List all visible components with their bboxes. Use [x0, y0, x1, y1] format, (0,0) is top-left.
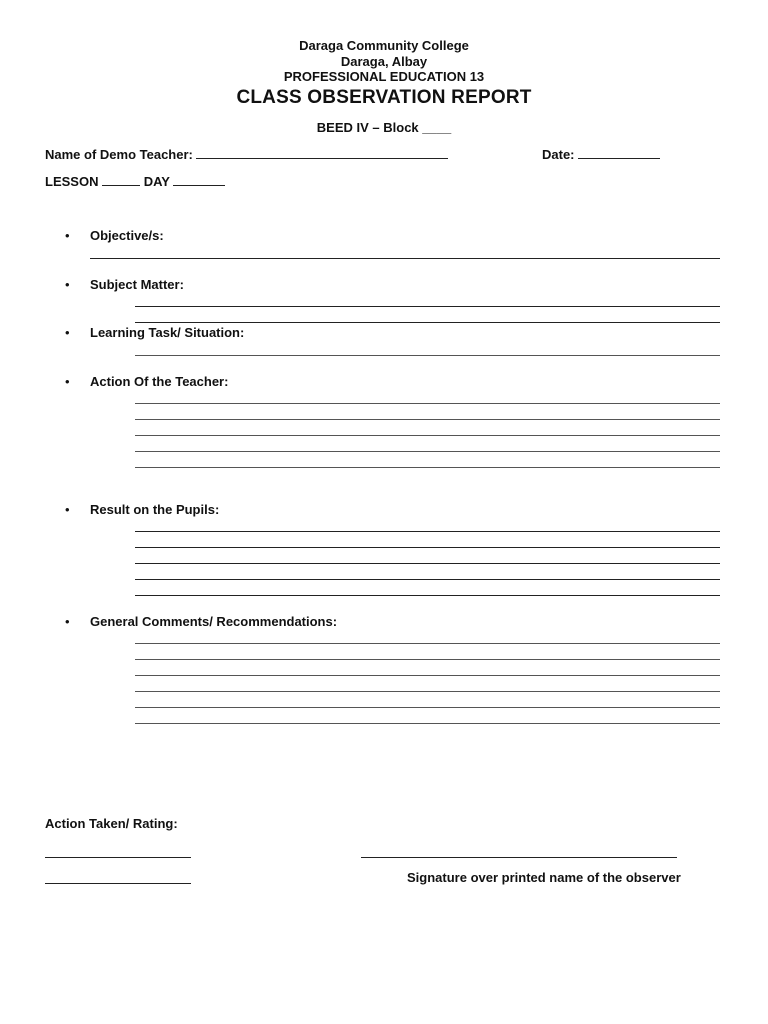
general-comments-line[interactable]	[135, 723, 720, 724]
result-pupils-label: Result on the Pupils:	[90, 502, 220, 517]
lesson-day-row	[45, 174, 225, 189]
date-label: Date:	[542, 147, 575, 162]
bullet-icon: •	[65, 614, 70, 629]
learning-task-label: Learning Task/ Situation:	[90, 325, 245, 340]
teacher-name-field[interactable]	[196, 147, 448, 159]
bullet-icon: •	[65, 374, 70, 389]
institution-location: Daraga, Albay	[340, 54, 428, 69]
signature-line[interactable]	[361, 857, 677, 858]
result-pupils-line[interactable]	[135, 563, 720, 564]
result-pupils-line[interactable]	[135, 579, 720, 580]
action-taken-label: Action Taken/ Rating:	[45, 816, 178, 831]
general-comments-line[interactable]	[135, 707, 720, 708]
result-pupils-line[interactable]	[135, 595, 720, 596]
bullet-icon: •	[65, 325, 70, 340]
report-title: CLASS OBSERVATION REPORT	[236, 87, 532, 108]
day-field[interactable]	[173, 174, 225, 186]
general-comments-line[interactable]	[135, 643, 720, 644]
signature-caption: Signature over printed name of the observer	[407, 870, 681, 885]
rating-line[interactable]	[45, 883, 191, 884]
action-teacher-line[interactable]	[135, 419, 720, 420]
general-comments-line[interactable]	[135, 659, 720, 660]
action-teacher-line[interactable]	[135, 451, 720, 452]
block-label: BEED IV – Block ____	[316, 120, 452, 135]
objectives-label: Objective/s:	[90, 228, 164, 243]
action-teacher-label: Action Of the Teacher:	[90, 374, 229, 389]
bullet-icon: •	[65, 228, 70, 243]
bullet-icon: •	[65, 502, 70, 517]
subject-matter-label: Subject Matter:	[90, 277, 184, 292]
lesson-field[interactable]	[102, 174, 140, 186]
rating-line[interactable]	[45, 857, 191, 858]
action-teacher-line[interactable]	[135, 403, 720, 404]
bullet-icon: •	[65, 277, 70, 292]
objectives-line[interactable]	[90, 258, 720, 259]
date-field[interactable]	[578, 147, 660, 159]
teacher-label: Name of Demo Teacher:	[45, 147, 193, 162]
course-name: PROFESSIONAL EDUCATION 13	[283, 69, 485, 84]
action-teacher-line[interactable]	[135, 435, 720, 436]
learning-task-line[interactable]	[135, 355, 720, 356]
teacher-row	[45, 147, 448, 162]
date-row	[542, 147, 660, 162]
result-pupils-line[interactable]	[135, 547, 720, 548]
general-comments-label: General Comments/ Recommendations:	[90, 614, 338, 629]
institution-name: Daraga Community College	[299, 38, 469, 53]
subject-matter-line[interactable]	[135, 306, 720, 307]
result-pupils-line[interactable]	[135, 531, 720, 532]
subject-matter-line[interactable]	[135, 322, 720, 323]
action-teacher-line[interactable]	[135, 467, 720, 468]
general-comments-line[interactable]	[135, 675, 720, 676]
day-label: DAY	[143, 174, 170, 189]
general-comments-line[interactable]	[135, 691, 720, 692]
lesson-label: LESSON	[45, 174, 99, 189]
